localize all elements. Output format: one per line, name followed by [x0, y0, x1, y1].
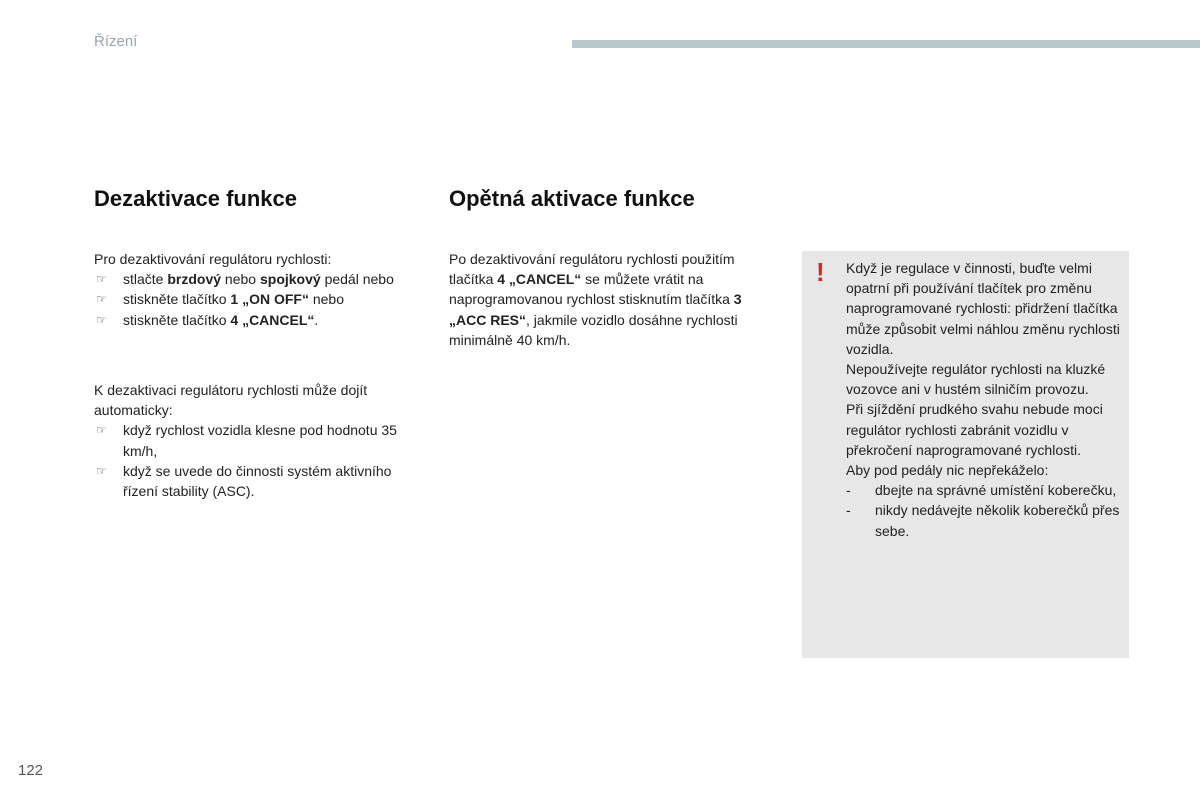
- reactivation-paragraph: Po dezaktivování regulátoru rychlosti použitím tlačítka 4 „CANCEL“ se můžete vrátit na naprogramovanou rychlost stisknutím tlačítka 3 „ACC RES“, jakmile vozidlo dosáhne rychlosti minimálně 40 km/h.: [449, 251, 742, 348]
- auto-deactivation-list: [94, 420, 424, 501]
- pointing-hand-icon: ☞: [96, 312, 107, 327]
- warning-text: [846, 258, 1124, 541]
- list-item: ☞ když se uvede do činnosti systém aktivního řízení stability (ASC).: [96, 462, 392, 500]
- warning-paragraph: Když je regulace v činnosti, buďte velmi opatrní při používání tlačítek pro změnu naprogramované rychlosti: přidržení tlačítka může způsobit velmi náhlou změnu rychlosti vozidla.: [846, 260, 1120, 357]
- pointing-hand-icon: ☞: [96, 423, 107, 438]
- deactivation-list: [94, 269, 424, 330]
- deactivation-auto-block: [94, 380, 424, 501]
- dash-bullet: -: [846, 502, 851, 519]
- warning-paragraph: Při sjíždění prudkého svahu nebude moci regulátor rychlosti zabránit vozidlu v překročení naprogramované rychlosti.: [846, 401, 1103, 458]
- pointing-hand-icon: ☞: [96, 292, 107, 307]
- warning-exclamation-icon: !: [816, 257, 825, 287]
- dash-bullet: -: [846, 482, 851, 499]
- heading-reactivation: Opětná aktivace funkce: [449, 186, 695, 211]
- page-number: 122: [18, 762, 44, 779]
- list-item: ☞ stlačte brzdový nebo spojkový pedál nebo: [94, 269, 424, 289]
- warning-list: [846, 480, 1124, 541]
- warning-paragraph: Nepoužívejte regulátor rychlosti na kluzké vozovce ani v hustém silničím provozu.: [846, 361, 1106, 398]
- warning-paragraph: Aby pod pedály nic nepřekáželo:: [846, 462, 1049, 479]
- heading-deactivation: Dezaktivace funkce: [94, 186, 297, 211]
- list-item: ☞ stiskněte tlačítko 4 „CANCEL“.: [94, 310, 424, 330]
- section-title: Řízení: [94, 33, 138, 50]
- auto-deactivation-intro: K dezaktivaci regulátoru rychlosti může dojít automaticky:: [94, 382, 368, 419]
- list-item: - nikdy nedávejte několik koberečků přes sebe.: [846, 502, 1120, 539]
- deactivation-manual-block: [94, 249, 424, 330]
- pointing-hand-icon: ☞: [96, 272, 107, 287]
- list-item: - dbejte na správné umístění koberečku,: [846, 480, 1124, 500]
- list-item: ☞ když rychlost vozidla klesne pod hodnotu 35 km/h,: [96, 422, 397, 459]
- list-item: ☞ stiskněte tlačítko 1 „ON OFF“ nebo: [94, 289, 424, 309]
- pointing-hand-icon: ☞: [96, 463, 107, 478]
- header-bar: [572, 40, 1200, 48]
- deactivation-intro: Pro dezaktivování regulátoru rychlosti:: [94, 251, 332, 267]
